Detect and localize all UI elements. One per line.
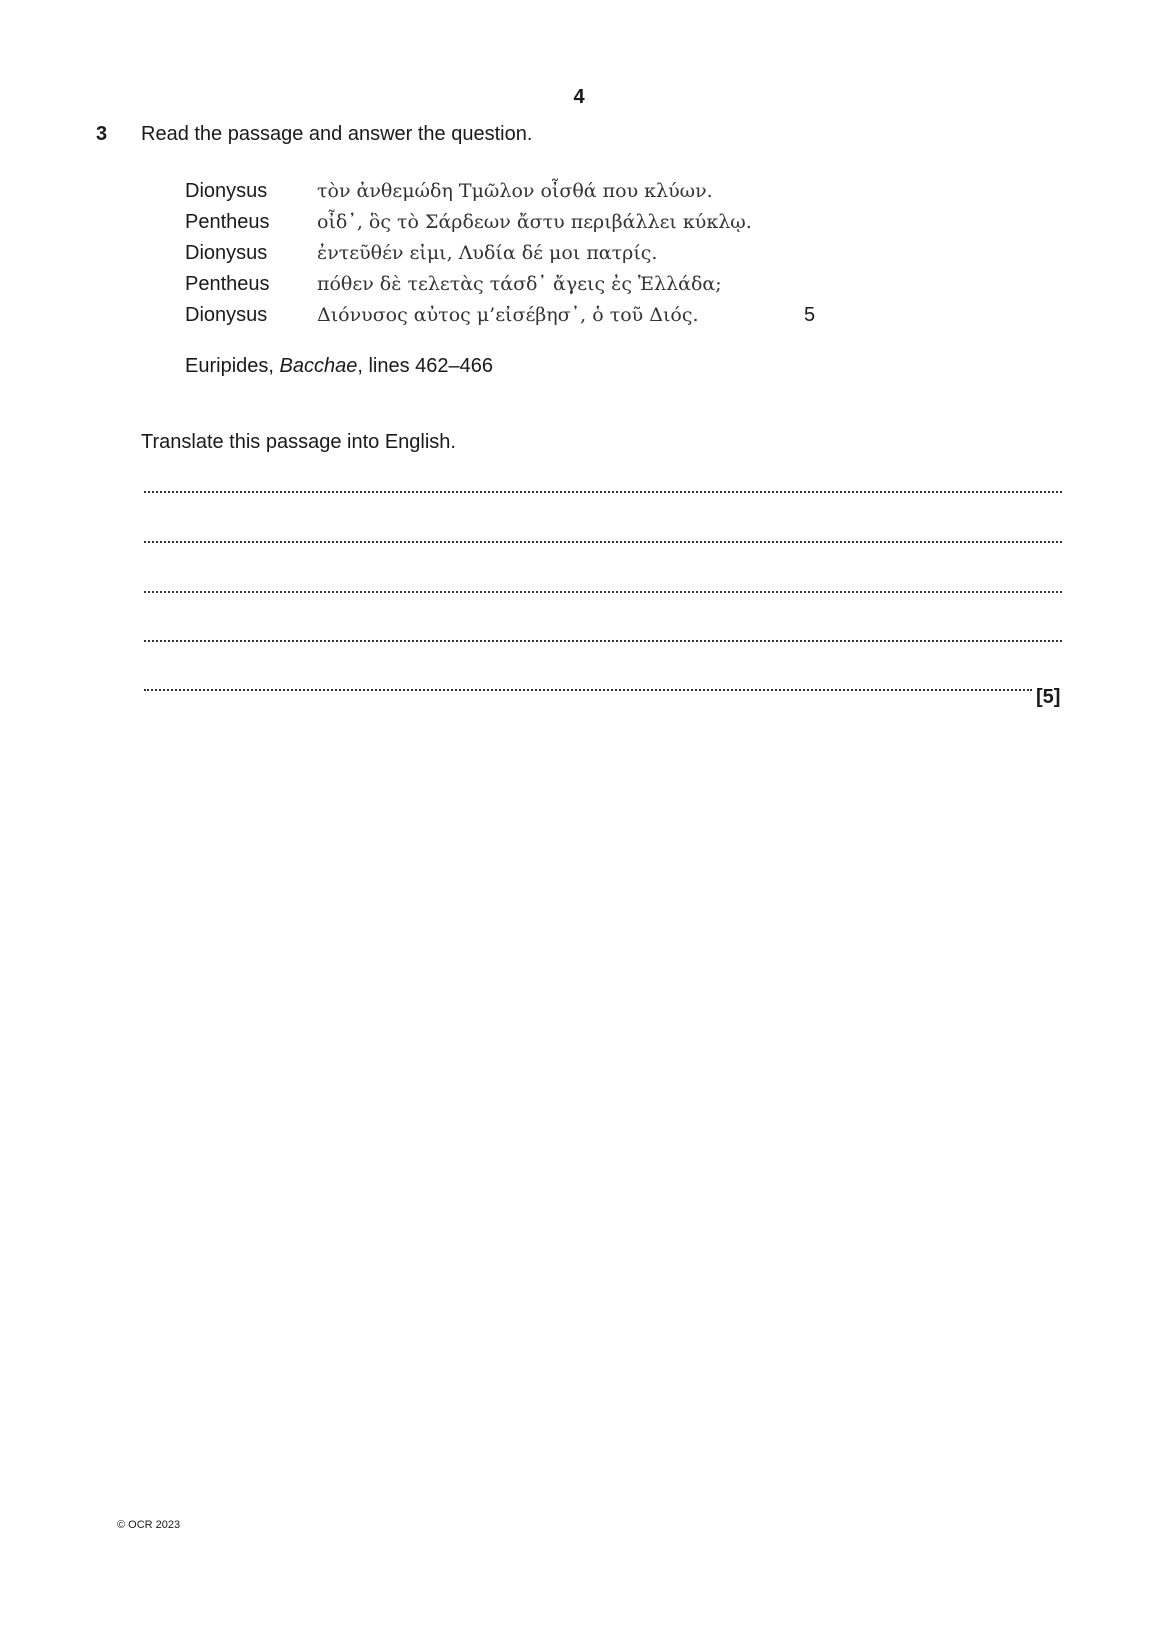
passage-line — [185, 176, 845, 207]
question-number: 3 — [96, 123, 108, 145]
speaker-name: Dionysus — [185, 242, 268, 264]
source-lines: , lines 462–466 — [357, 355, 494, 377]
speaker-name: Dionysus — [185, 180, 268, 202]
source-work: Bacchae — [279, 355, 358, 377]
greek-text: πόθεν δὲ τελετὰς τάσδ᾽ ἄγεις ἐς Ἑλλάδα; — [317, 273, 722, 295]
answer-line[interactable] — [144, 589, 1062, 593]
line-number: 5 — [804, 304, 816, 326]
passage-line — [185, 300, 845, 331]
question-instruction: Read the passage and answer the question. — [141, 123, 533, 145]
passage-line — [185, 238, 845, 269]
greek-passage — [185, 176, 845, 331]
greek-text: Διόνυσος αὐτος μ’εἰσέβησ᾽, ὁ τοῦ Διός. — [317, 304, 699, 326]
answer-line[interactable] — [144, 687, 1032, 691]
page-number: 4 — [573, 86, 585, 108]
speaker-name: Pentheus — [185, 273, 270, 295]
copyright-notice: © OCR 2023 — [117, 1519, 181, 1531]
answer-line[interactable] — [144, 638, 1062, 642]
source-author: Euripides, — [185, 355, 280, 377]
speaker-name: Dionysus — [185, 304, 268, 326]
passage-source — [185, 355, 493, 378]
answer-line[interactable] — [144, 489, 1062, 493]
greek-text: οἶδ᾽, ὃς τὸ Σάρδεων ἄστυ περιβάλλει κύκλῳ. — [317, 211, 752, 233]
greek-text: ἐντεῦθέν εἰμι, Λυδία δέ μοι πατρίς. — [317, 242, 658, 264]
marks-available: [5] — [1036, 686, 1061, 708]
passage-line — [185, 269, 845, 300]
passage-line — [185, 207, 845, 238]
speaker-name: Pentheus — [185, 211, 270, 233]
task-instruction: Translate this passage into English. — [141, 431, 456, 453]
answer-line[interactable] — [144, 539, 1062, 543]
greek-text: τὸν ἀνθεμώδη Τμῶλον οἶσθά που κλύων. — [317, 180, 713, 202]
